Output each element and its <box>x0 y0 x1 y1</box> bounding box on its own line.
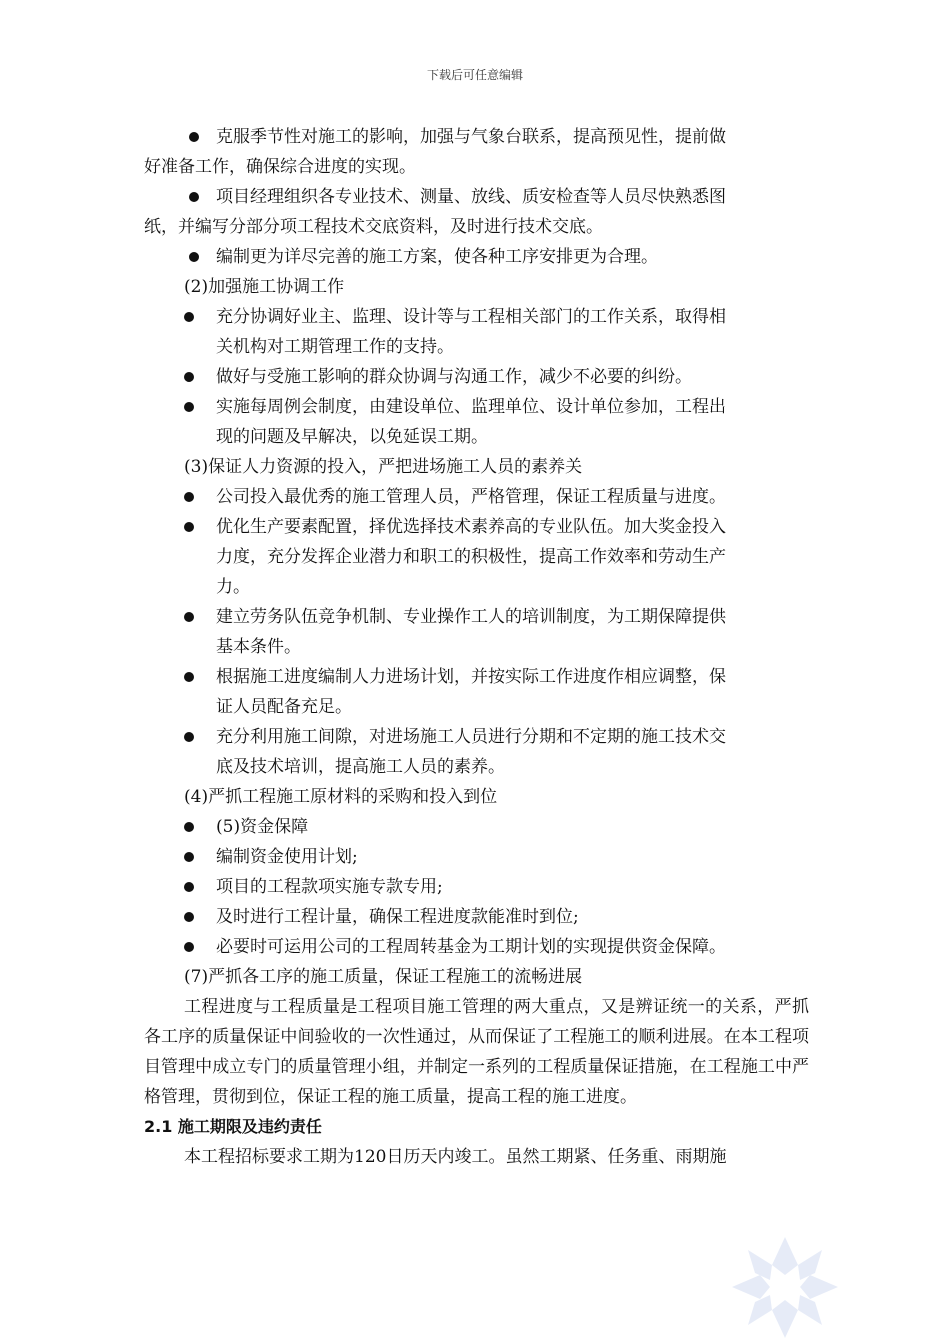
list-item-text: 充分协调好业主、监理、设计等与工程相关部门的工作关系，取得相 <box>216 307 726 327</box>
list-item-text: 力。 <box>216 577 250 597</box>
list-item-text: 做好与受施工影响的群众协调与沟通工作，减少不必要的纠纷。 <box>216 367 692 387</box>
bullet-icon <box>184 522 194 532</box>
list-item-text: 建立劳务队伍竞争机制、专业操作工人的培训制度，为工期保障提供 <box>216 607 726 627</box>
list-item <box>144 392 809 452</box>
list-item-text: 底及技术培训，提高施工人员的素养。 <box>216 757 505 777</box>
bullet-icon <box>184 312 194 322</box>
list-item-text: 公司投入最优秀的施工管理人员，严格管理，保证工程质量与进度。 <box>216 487 726 507</box>
document-body <box>144 122 809 1172</box>
bullet-icon <box>184 852 194 862</box>
list-item <box>144 302 809 362</box>
bullet-icon <box>189 252 199 262</box>
list-item-text: 根据施工进度编制人力进场计划，并按实际工作进度作相应调整，保 <box>216 667 726 687</box>
bullet-icon <box>189 132 199 142</box>
list-item-text: 关机构对工期管理工作的支持。 <box>216 337 454 357</box>
list-item <box>144 902 809 932</box>
list-item <box>144 602 809 662</box>
bullet-icon <box>184 402 194 412</box>
body-paragraph: 本工程招标要求工期为120日历天内竣工。虽然工期紧、任务重、雨期施 <box>184 1147 727 1167</box>
list-item-text: (5)资金保障 <box>216 817 309 837</box>
list-item-text: 编制更为详尽完善的施工方案，使各种工序安排更为合理。 <box>216 247 658 267</box>
list-item-text: 项目经理组织各专业技术、测量、放线、质安检查等人员尽快熟悉图 <box>216 187 726 207</box>
list-item <box>144 872 809 902</box>
section-heading: (7)严抓各工序的施工质量，保证工程施工的流畅进展 <box>184 967 583 987</box>
list-item-text: 克服季节性对施工的影响，加强与气象台联系，提高预见性，提前做 <box>216 127 726 147</box>
list-item <box>144 842 809 872</box>
list-item-text: 基本条件。 <box>216 637 301 657</box>
bullet-icon <box>184 732 194 742</box>
list-item <box>144 932 809 962</box>
bullet-icon <box>184 612 194 622</box>
list-item-text: 及时进行工程计量，确保工程进度款能准时到位; <box>216 907 579 927</box>
list-item-text: 证人员配备充足。 <box>216 697 352 717</box>
bullet-icon <box>184 822 194 832</box>
list-item <box>144 122 809 182</box>
section-title: 2.1 施工期限及违约责任 <box>144 1117 322 1136</box>
list-item-text: 优化生产要素配置，择优选择技术素养高的专业队伍。加大奖金投入 <box>216 517 726 537</box>
list-item-text: 好准备工作，确保综合进度的实现。 <box>144 157 416 177</box>
bullet-icon <box>184 882 194 892</box>
list-item-text: 实施每周例会制度，由建设单位、监理单位、设计单位参加，工程出 <box>216 397 726 417</box>
page-header: 下载后可任意编辑 <box>426 68 523 82</box>
bullet-icon <box>184 912 194 922</box>
bullet-icon <box>184 492 194 502</box>
list-item <box>144 662 809 722</box>
bullet-icon <box>184 942 194 952</box>
section-heading: (4)严抓工程施工原材料的采购和投入到位 <box>184 787 498 807</box>
list-item <box>144 722 809 782</box>
list-item-text: 纸，并编写分部分项工程技术交底资料，及时进行技术交底。 <box>144 217 603 237</box>
bullet-icon <box>184 672 194 682</box>
list-item <box>144 482 809 512</box>
list-item-text: 充分利用施工间隙，对进场施工人员进行分期和不定期的施工技术交 <box>216 727 726 747</box>
list-item <box>144 242 809 272</box>
list-item-text: 项目的工程款项实施专款专用; <box>216 877 443 897</box>
list-item <box>144 362 809 392</box>
section-heading: (3)保证人力资源的投入，严把进场施工人员的素养关 <box>184 457 583 477</box>
list-item <box>144 812 809 842</box>
bullet-icon <box>184 372 194 382</box>
list-item <box>144 512 809 602</box>
list-item-text: 力度，充分发挥企业潜力和职工的积极性，提高工作效率和劳动生产 <box>216 547 726 567</box>
body-paragraph: 工程进度与工程质量是工程项目施工管理的两大重点，又是辨证统一的关系，严抓各工序的质量保证中间验收的一次性通过，从而保证了工程施工的顺利进展。在本工程项目管理中成立专门的质量管理小组，并制定一系列的工程质量保证措施，在工程施工中严格管理，贯彻到位，保证工程的施工质量，提高工程的施工进度。 <box>144 997 809 1107</box>
section-heading: (2)加强施工协调工作 <box>184 277 345 297</box>
list-item-text: 现的问题及早解决，以免延误工期。 <box>216 427 488 447</box>
bullet-icon <box>189 192 199 202</box>
watermark-logo-icon <box>730 1235 840 1340</box>
list-item-text: 编制资金使用计划; <box>216 847 358 867</box>
list-item <box>144 182 809 242</box>
list-item-text: 必要时可运用公司的工程周转基金为工期计划的实现提供资金保障。 <box>216 937 726 957</box>
